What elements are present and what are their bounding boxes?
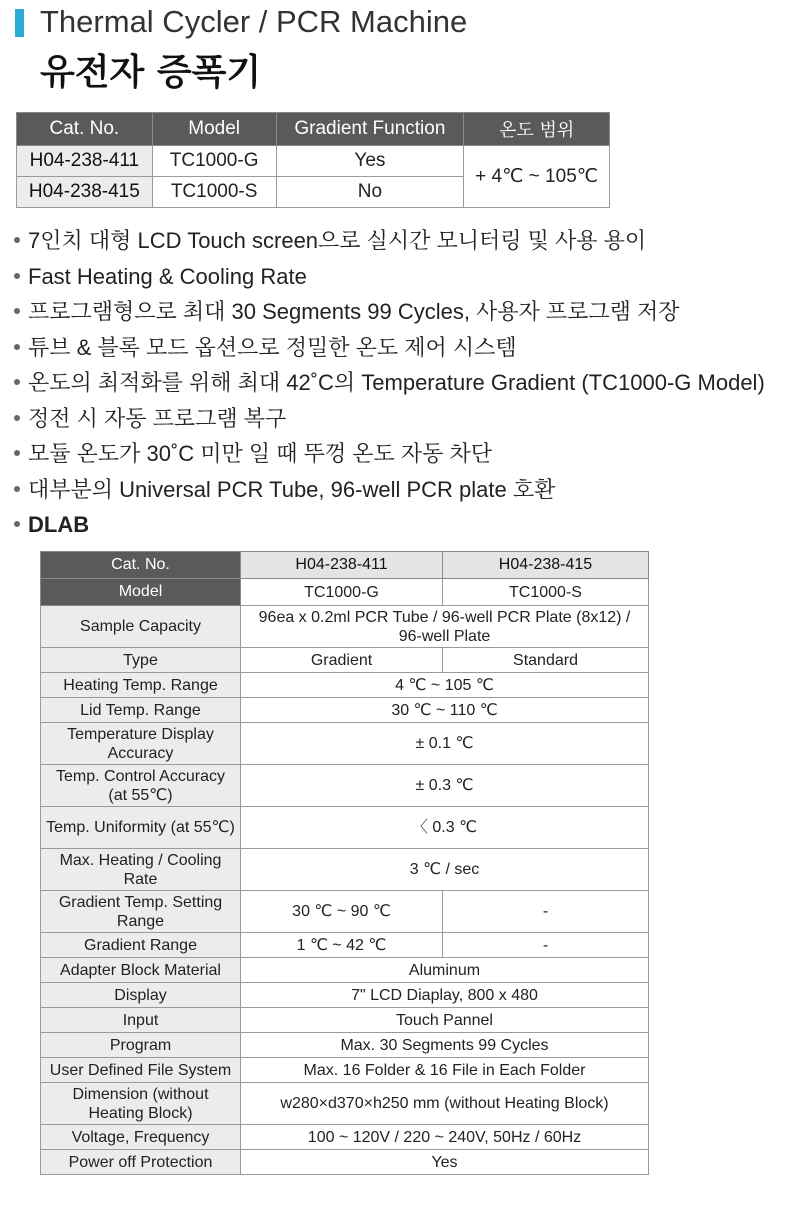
spec-value: Max. 16 Folder & 16 File in Each Folder xyxy=(241,1058,649,1083)
spec-value: - xyxy=(443,933,649,958)
spec-value: ± 0.3 ℃ xyxy=(241,765,649,807)
list-item xyxy=(14,507,765,543)
list-item xyxy=(14,223,765,259)
feature-text: 온도의 최적화를 위해 최대 42˚C의 Temperature Gradient (TC1000-G Model) xyxy=(28,370,765,395)
table-row xyxy=(41,723,649,765)
feature-text: 7인치 대형 LCD Touch screen으로 실시간 모니터링 및 사용 용이 xyxy=(28,228,647,253)
list-item xyxy=(14,259,765,295)
spec-value: Yes xyxy=(241,1150,649,1175)
spec-label: Gradient Range xyxy=(41,933,241,958)
bullet-dot-icon xyxy=(14,344,20,350)
spec-cat-value: H04-238-411 xyxy=(241,552,443,579)
summary-table xyxy=(16,112,610,208)
list-item xyxy=(14,294,765,330)
title-accent-bar xyxy=(15,9,24,37)
feature-text: 프로그램형으로 최대 30 Segments 99 Cycles, 사용자 프로그램 저장 xyxy=(28,299,680,324)
spec-label: Input xyxy=(41,1008,241,1033)
spec-label-cat: Cat. No. xyxy=(41,552,241,579)
list-item xyxy=(14,365,765,401)
table-row xyxy=(41,849,649,891)
spec-value: 96ea x 0.2ml PCR Tube / 96-well PCR Plate (8x12) / 96-well Plate xyxy=(241,606,649,648)
summary-model-cell: TC1000-S xyxy=(152,177,276,208)
table-row xyxy=(17,146,610,177)
spec-cat-row xyxy=(41,552,649,579)
bullet-dot-icon xyxy=(14,273,20,279)
summary-header-cat: Cat. No. xyxy=(17,113,153,146)
table-row xyxy=(41,983,649,1008)
table-row xyxy=(41,698,649,723)
table-row xyxy=(41,1150,649,1175)
summary-header-temp: 온도 범위 xyxy=(464,113,610,146)
summary-cat-cell: H04-238-411 xyxy=(17,146,153,177)
table-row xyxy=(41,1033,649,1058)
brand-text: DLAB xyxy=(28,512,90,537)
spec-label: User Defined File System xyxy=(41,1058,241,1083)
spec-value: w280×d370×h250 mm (without Heating Block) xyxy=(241,1083,649,1125)
feature-text: 정전 시 자동 프로그램 복구 xyxy=(28,405,287,431)
spec-value: 〈 0.3 ℃ xyxy=(241,807,649,849)
spec-value: ± 0.1 ℃ xyxy=(241,723,649,765)
spec-label: Dimension (without Heating Block) xyxy=(41,1083,241,1125)
summary-header-model: Model xyxy=(152,113,276,146)
spec-value: Max. 30 Segments 99 Cycles xyxy=(241,1033,649,1058)
bullet-dot-icon xyxy=(14,379,20,385)
table-row xyxy=(41,958,649,983)
spec-label: Temp. Uniformity (at 55℃) xyxy=(41,807,241,849)
summary-header-row xyxy=(17,113,610,146)
spec-label: Lid Temp. Range xyxy=(41,698,241,723)
table-row xyxy=(41,1008,649,1033)
summary-model-cell: TC1000-G xyxy=(152,146,276,177)
spec-value: 7" LCD Diaplay, 800 x 480 xyxy=(241,983,649,1008)
spec-model-value: TC1000-S xyxy=(443,579,649,606)
feature-text: 튜브 & 블록 모드 옵션으로 정밀한 온도 제어 시스템 xyxy=(28,334,517,360)
feature-text: 대부분의 Universal PCR Tube, 96-well PCR plate 호환 xyxy=(28,476,556,502)
summary-gradient-cell: Yes xyxy=(276,146,464,177)
table-row xyxy=(41,606,649,648)
summary-temp-range-cell: + 4℃ ~ 105℃ xyxy=(464,146,610,208)
feature-list xyxy=(14,223,765,543)
spec-value: Gradient xyxy=(241,648,443,673)
spec-label: Power off Protection xyxy=(41,1150,241,1175)
bullet-dot-icon xyxy=(14,237,20,243)
spec-label: Display xyxy=(41,983,241,1008)
list-item xyxy=(14,330,765,366)
table-row xyxy=(41,1058,649,1083)
table-row xyxy=(41,807,649,849)
bullet-dot-icon xyxy=(14,486,20,492)
list-item xyxy=(14,401,765,437)
spec-label: Temp. Control Accuracy (at 55℃) xyxy=(41,765,241,807)
spec-cat-value: H04-238-415 xyxy=(443,552,649,579)
spec-value: 30 ℃ ~ 90 ℃ xyxy=(241,891,443,933)
spec-label: Max. Heating / Cooling Rate xyxy=(41,849,241,891)
summary-gradient-cell: No xyxy=(276,177,464,208)
bullet-dot-icon xyxy=(14,308,20,314)
spec-table xyxy=(40,551,649,1175)
spec-model-value: TC1000-G xyxy=(241,579,443,606)
spec-label: Type xyxy=(41,648,241,673)
spec-value: 100 ~ 120V / 220 ~ 240V, 50Hz / 60Hz xyxy=(241,1125,649,1150)
feature-text: Fast Heating & Cooling Rate xyxy=(28,263,307,289)
spec-label: Voltage, Frequency xyxy=(41,1125,241,1150)
spec-value: Touch Pannel xyxy=(241,1008,649,1033)
spec-label: Program xyxy=(41,1033,241,1058)
list-item xyxy=(14,436,765,472)
table-row xyxy=(41,1083,649,1125)
spec-value: 1 ℃ ~ 42 ℃ xyxy=(241,933,443,958)
spec-value: - xyxy=(443,891,649,933)
spec-value: 3 ℃ / sec xyxy=(241,849,649,891)
table-row xyxy=(41,1125,649,1150)
spec-value: 4 ℃ ~ 105 ℃ xyxy=(241,673,649,698)
spec-label: Gradient Temp. Setting Range xyxy=(41,891,241,933)
table-row xyxy=(41,933,649,958)
spec-label-model: Model xyxy=(41,579,241,606)
list-item xyxy=(14,472,765,508)
spec-label: Adapter Block Material xyxy=(41,958,241,983)
summary-cat-cell: H04-238-415 xyxy=(17,177,153,208)
spec-model-row xyxy=(41,579,649,606)
spec-label: Temperature Display Accuracy xyxy=(41,723,241,765)
page-title: Thermal Cycler / PCR Machine xyxy=(40,4,468,39)
table-row xyxy=(41,765,649,807)
table-row xyxy=(41,648,649,673)
summary-header-gradient: Gradient Function xyxy=(276,113,464,146)
bullet-dot-icon xyxy=(14,521,20,527)
table-row xyxy=(41,891,649,933)
spec-label: Sample Capacity xyxy=(41,606,241,648)
spec-value: Aluminum xyxy=(241,958,649,983)
feature-text: 모듈 온도가 30˚C 미만 일 때 뚜껑 온도 자동 차단 xyxy=(28,441,492,466)
bullet-dot-icon xyxy=(14,415,20,421)
spec-value: Standard xyxy=(443,648,649,673)
table-row xyxy=(41,673,649,698)
bullet-dot-icon xyxy=(14,450,20,456)
page-subtitle-korean: 유전자 증폭기 xyxy=(40,52,262,93)
spec-label: Heating Temp. Range xyxy=(41,673,241,698)
spec-value: 30 ℃ ~ 110 ℃ xyxy=(241,698,649,723)
